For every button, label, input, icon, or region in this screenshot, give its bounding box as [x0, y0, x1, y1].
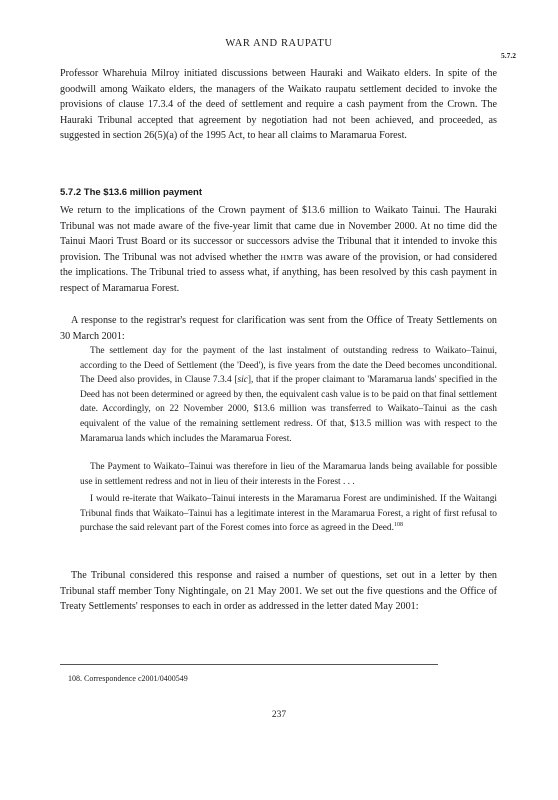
section-heading: 5.7.2 The $13.6 million payment	[60, 187, 203, 198]
running-header: WAR AND RAUPATU	[225, 38, 333, 49]
paragraph-3: A response to the registrar's request for clarification was sent from the Office of Treaty Settlements on 30 March 2001:	[60, 315, 497, 342]
footnote-divider	[60, 664, 438, 665]
quote-paragraph-1	[80, 344, 497, 446]
sic-annotation: sic	[237, 375, 248, 386]
paragraph-1: Professor Wharehuia Milroy initiated discussions between Hauraki and Waikato elders. In spite of the goodwill among Waikato elders, the managers of the Waikato raupatu settlement decided to invoke the provisions of clause 17.3.4 of the deed of settlement and require a cash payment from the Crown. The Hauraki Tribunal accepted that agreement by negotiation had not been achieved, and proceeded, as suggested in section 26(5)(a) of the 1995 Act, to hear all claims to Maramarua Forest.	[60, 68, 497, 142]
section-marker: 5.7.2	[501, 51, 516, 60]
paragraph-4: The Tribunal considered this response and raised a number of questions, set out in a letter by then Tribunal staff member Tony Nightingale, on 21 May 2001. We set out the five questions and the Office of Treaty Settlements' responses to each in order as addressed in the letter dated May 2001:	[60, 570, 497, 613]
block-quote	[80, 344, 497, 554]
quote-paragraph-3	[80, 492, 497, 536]
quote-3-text: I would re-iterate that Waikato–Tainui interests in the Maramarua Forest are undiminished. If the Waitangi Tribunal finds that Waikato–Tainui has a legitimate interest in the Maramarua Forest, a right of first refusal to purchase the said relevant part of the Forest comes into force as agreed in the Deed.	[80, 494, 497, 534]
paragraph-2	[60, 203, 497, 297]
page-number: 237	[271, 710, 287, 720]
footnote-108: 108. Correspondence c2001/0400549	[68, 674, 188, 683]
quote-1-text-b: ], that if the proper claimant to 'Maramarua lands' specified in the Deed has not been determined or agreed by then, the equivalent cash value is to be paid on that final settlement date. Accordingly, on 22 November 2000, $13.6 million was transferred to Waikato–Tainui as the cash equivalent of the value of the remaining settlement redress. Of that, $13.5 million was with respect to the Maramarua lands which includes the Maramarua Forest.	[80, 375, 497, 444]
hmtb-abbreviation: HMTB	[280, 252, 304, 262]
quote-1-text-a: The settlement day for the payment of the last instalment of outstanding redress to Waikato–Tainui, according to the Deed of Settlement (the 'Deed'), is five years from the date the Deed becomes unconditional. The Deed also provides, in Clause 7.3.4 [	[80, 346, 497, 386]
quote-paragraph-2: The Payment to Waikato–Tainui was therefore in lieu of the Maramarua lands being available for possible use in settlement redress and not in lieu of their interests in the Forest . . .	[80, 462, 497, 487]
footnote-reference[interactable]: 108	[393, 522, 403, 529]
paragraph-2-text-a: We return to the implications of the Crown payment of $13.6 million to Waikato Tainui. The Hauraki Tribunal was not made aware of the five-year limit that came due in November 2000. At no time did the Tainui Maori Trust Board or its successor or successors advise the Tribunal that it intended to invoke this provision. The Tribunal was not advised whether the	[60, 205, 497, 263]
paragraph-2-text-b: was aware of the provision, or had considered the implications. The Tribunal tried to assess what, if anything, has been resolved by this cash payment in respect of Maramarua Forest.	[60, 251, 497, 294]
